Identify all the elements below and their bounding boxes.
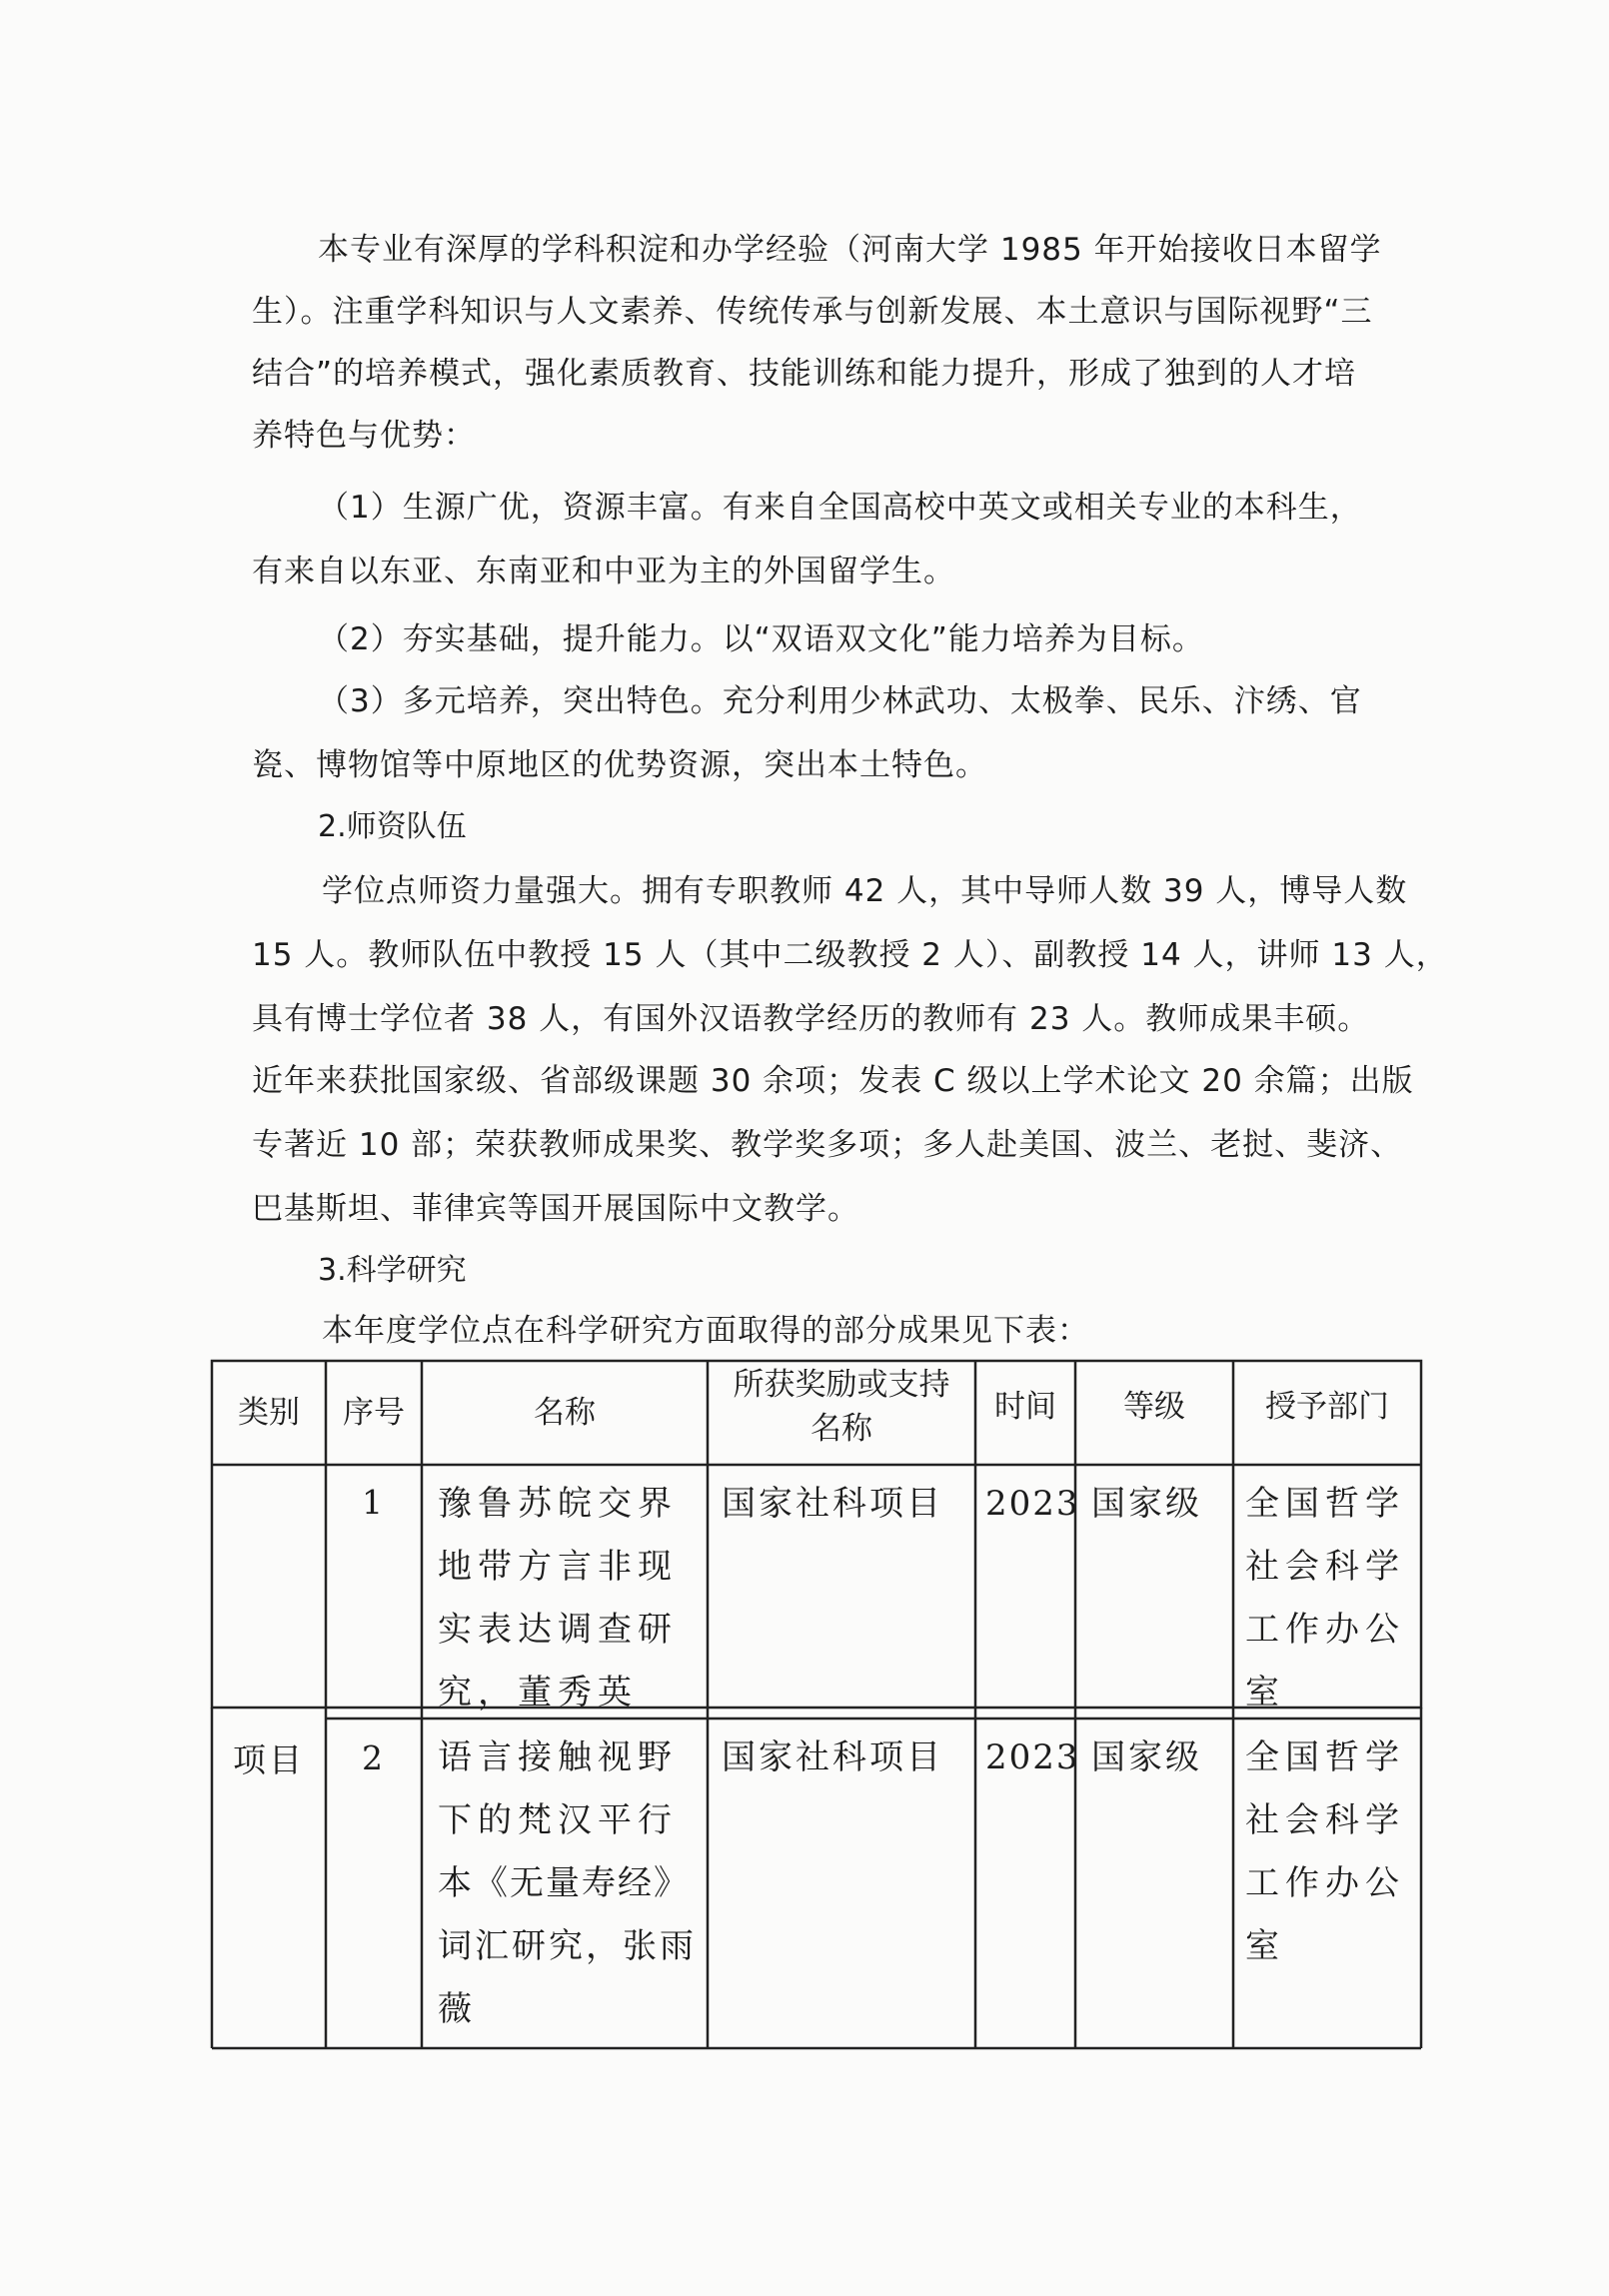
text-line: 结合”的培养模式，强化素质教育、技能训练和能力提升，形成了独到的人才培	[252, 356, 1357, 392]
dept-line: 工作办公	[1245, 1610, 1405, 1650]
row-award	[722, 1726, 943, 1789]
award-text: 国家社科项目	[722, 1737, 943, 1777]
row-award	[722, 1473, 943, 1536]
research-intro: 本年度学位点在科学研究方面取得的部分成果见下表：	[322, 1313, 1089, 1349]
header-level: 等级	[1123, 1389, 1185, 1425]
header-award-line1: 所获奖励或支持	[733, 1367, 950, 1403]
name-line: 下的梵汉平行	[438, 1800, 678, 1840]
dept-line: 室	[1245, 1926, 1285, 1966]
header-name: 名称	[534, 1395, 596, 1431]
header-index: 序号	[343, 1395, 405, 1431]
category-cell: 项目	[233, 1740, 305, 1779]
text-line: 养特色与优势：	[252, 418, 476, 454]
text-line: 专著近 10 部；荣获教师成果奖、教学奖多项；多人赴美国、波兰、老挝、斐济、	[252, 1127, 1403, 1163]
text-line: 学位点师资力量强大。拥有专职教师 42 人，其中导师人数 39 人，博导人数	[322, 873, 1408, 909]
row-time	[985, 1473, 1080, 1536]
text-line: （1）生源广优，资源丰富。有来自全国高校中英文或相关专业的本科生，	[318, 490, 1362, 526]
name-line: 豫鲁苏皖交界	[438, 1484, 678, 1524]
text-line: 本专业有深厚的学科积淀和办学经验（河南大学 1985 年开始接收日本留学	[318, 232, 1382, 268]
row-name	[438, 1726, 697, 2041]
row-index: 2	[362, 1738, 386, 1777]
name-line: 语言接触视野	[438, 1737, 678, 1777]
row-level	[1091, 1473, 1202, 1536]
header-dept: 授予部门	[1265, 1389, 1389, 1425]
award-text: 国家社科项目	[722, 1484, 943, 1524]
name-line: 究，董秀英	[438, 1673, 638, 1713]
row-dept	[1245, 1726, 1405, 1978]
section-3-heading: 3.科学研究	[318, 1253, 467, 1288]
time-text: 2023	[985, 1484, 1080, 1524]
header-category: 类别	[238, 1395, 300, 1431]
dept-line: 全国哲学	[1245, 1737, 1405, 1777]
text-line: 具有博士学位者 38 人，有国外汉语教学经历的教师有 23 人。教师成果丰硕。	[252, 1001, 1370, 1037]
row-dept	[1245, 1473, 1405, 1724]
dept-line: 全国哲学	[1245, 1484, 1405, 1524]
row-index: 1	[362, 1483, 386, 1522]
text-line: （3）多元培养，突出特色。充分利用少林武功、太极拳、民乐、汴绣、官	[318, 683, 1362, 719]
name-line: 地带方言非现	[438, 1547, 678, 1587]
text-line: 生）。注重学科知识与人文素养、传统传承与创新发展、本土意识与国际视野“三	[252, 294, 1373, 330]
name-line: 薇	[438, 1989, 478, 2029]
header-time: 时间	[994, 1389, 1056, 1425]
row-level	[1091, 1726, 1202, 1789]
dept-line: 室	[1245, 1673, 1285, 1713]
name-line: 词汇研究，张雨	[438, 1926, 697, 1966]
time-text: 2023	[985, 1737, 1080, 1777]
name-line: 本《无量寿经》	[438, 1863, 690, 1903]
dept-line: 社会科学	[1245, 1800, 1405, 1840]
dept-line: 工作办公	[1245, 1863, 1405, 1903]
text-line: 有来自以东亚、东南亚和中亚为主的外国留学生。	[252, 554, 955, 589]
text-line: 15 人。教师队伍中教授 15 人（其中二级教授 2 人）、副教授 14 人，讲师 13 人，	[252, 937, 1448, 973]
text-line: 瓷、博物馆等中原地区的优势资源，突出本土特色。	[252, 747, 987, 783]
row-time	[985, 1726, 1080, 1789]
level-text: 国家级	[1091, 1737, 1202, 1777]
dept-line: 社会科学	[1245, 1547, 1405, 1587]
section-2-heading: 2.师资队伍	[318, 809, 467, 844]
header-award-line2: 名称	[810, 1411, 872, 1447]
text-line: 近年来获批国家级、省部级课题 30 余项；发表 C 级以上学术论文 20 余篇；出版	[252, 1063, 1414, 1099]
row-name	[438, 1473, 678, 1724]
text-line: （2）夯实基础，提升能力。以“双语双文化”能力培养为目标。	[318, 621, 1204, 657]
level-text: 国家级	[1091, 1484, 1202, 1524]
text-line: 巴基斯坦、菲律宾等国开展国际中文教学。	[252, 1191, 859, 1227]
name-line: 实表达调查研	[438, 1610, 678, 1650]
